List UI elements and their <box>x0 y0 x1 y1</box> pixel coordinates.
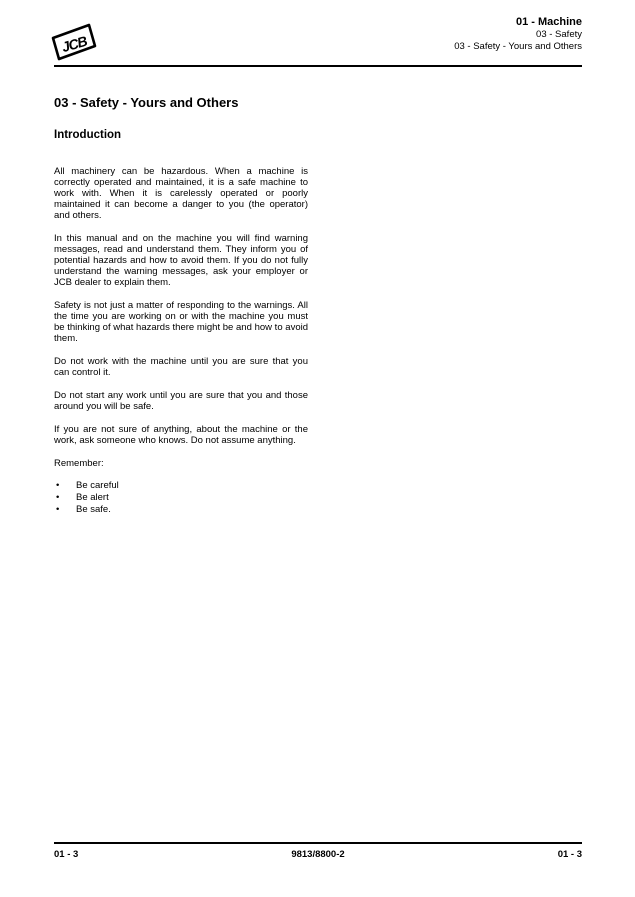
page-number-left: 01 - 3 <box>54 849 79 860</box>
footer-divider <box>54 842 582 844</box>
bullet-icon: • <box>56 504 60 515</box>
paragraph: Do not start any work until you are sure that you and those around you will be safe. <box>54 390 308 412</box>
list-item-label: Be safe. <box>76 504 111 515</box>
page-content <box>54 67 308 516</box>
paragraph: Do not work with the machine until you are sure that you can control it. <box>54 356 308 378</box>
paragraph: Safety is not just a matter of responding to the warnings. All the time you are working on or with the machine you must be thinking of what hazards there might be and how to avoid them. <box>54 300 308 344</box>
header-subsection: 03 - Safety - Yours and Others <box>454 41 582 52</box>
list-item-label: Be careful <box>76 480 119 491</box>
page-footer <box>54 849 582 860</box>
remember-list <box>54 480 308 516</box>
paragraph: In this manual and on the machine you will find warning messages, read and understand them. They inform you of potential hazards and how to avoid them. If you do not fully understand the warning messages, ask your employer or JCB dealer to explain them. <box>54 233 308 288</box>
jcb-logo <box>48 21 100 63</box>
page-number-right: 01 - 3 <box>557 849 582 860</box>
list-item <box>54 480 308 492</box>
page-header <box>0 0 635 67</box>
list-item <box>54 504 308 516</box>
remember-label: Remember: <box>54 458 104 469</box>
body-text <box>54 166 308 446</box>
list-item-label: Be alert <box>76 492 109 503</box>
bullet-icon: • <box>56 480 60 491</box>
list-item <box>54 492 308 504</box>
page-title: 03 - Safety - Yours and Others <box>54 95 239 110</box>
paragraph: All machinery can be hazardous. When a machine is correctly operated and maintained, it is a safe machine to work with. When it is carelessly operated or poorly maintained it can become a danger to you (the operator) and others. <box>54 166 308 221</box>
header-chapter: 01 - Machine <box>515 16 582 28</box>
svg-text:JCB: JCB <box>59 32 89 56</box>
section-heading-introduction: Introduction <box>54 129 122 141</box>
jcb-logo-icon <box>48 21 100 63</box>
paragraph: If you are not sure of anything, about the machine or the work, ask someone who knows. Do not assume anything. <box>54 424 308 446</box>
header-section: 03 - Safety <box>536 29 582 40</box>
publication-number: 9813/8800-2 <box>291 849 345 860</box>
header-breadcrumb-block <box>454 15 582 53</box>
bullet-icon: • <box>56 492 60 503</box>
